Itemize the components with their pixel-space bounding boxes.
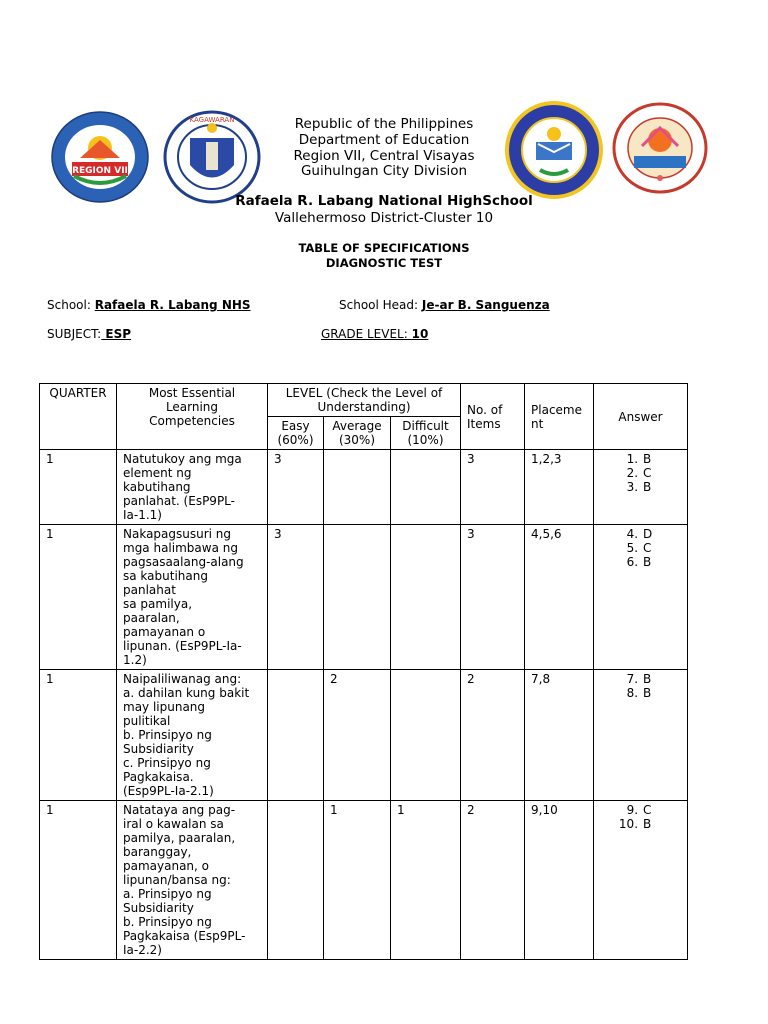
answer-number: 8. — [626, 686, 639, 700]
competency-line: sa kabutihang — [123, 569, 208, 583]
answer-letter: D — [643, 527, 653, 541]
document-title: TABLE OF SPECIFICATIONS — [298, 241, 470, 255]
average-cell — [324, 450, 391, 525]
table-row — [40, 525, 688, 670]
competency-line: Ia-2.2) — [123, 943, 162, 957]
items-cell: 3 — [461, 525, 525, 670]
header-department: Department of Education — [298, 132, 470, 148]
competency-cell — [117, 801, 268, 960]
placement-cell: 7,8 — [525, 670, 594, 801]
competency-line: may lipunang — [123, 700, 206, 714]
header-no-of-items: No. of Items — [461, 384, 525, 450]
grade-label: GRADE LEVEL: — [321, 327, 412, 341]
competency-line: Ia-1.1) — [123, 508, 162, 522]
answer-cell — [594, 670, 688, 801]
header-average: Average (30%) — [324, 417, 391, 450]
competency-cell — [117, 525, 268, 670]
competency-line: Subsidiarity — [123, 742, 194, 756]
competency-line: pamayanan o — [123, 625, 206, 639]
competency-line: kabutihang — [123, 480, 191, 494]
table-row — [40, 670, 688, 801]
answer-list — [618, 527, 681, 569]
answer-item — [618, 803, 681, 817]
competency-line: Pagkakaisa (Esp9PL- — [123, 929, 246, 943]
competency-line: Subsidiarity — [123, 901, 194, 915]
header-region: Region VII, Central Visayas — [293, 148, 475, 164]
items-cell: 2 — [461, 801, 525, 960]
header-division: Guihulngan City Division — [300, 163, 468, 179]
answer-number: 9. — [626, 803, 639, 817]
difficult-cell — [391, 525, 461, 670]
school-head-value: Je-ar B. Sanguenza — [421, 298, 550, 312]
answer-letter: B — [643, 817, 652, 831]
quarter-cell: 1 — [40, 525, 117, 670]
placement-cell: 9,10 — [525, 801, 594, 960]
placement-cell: 4,5,6 — [525, 525, 594, 670]
answer-letter: B — [643, 686, 652, 700]
grade-value: 10 — [411, 327, 429, 341]
placement-cell: 1,2,3 — [525, 450, 594, 525]
competency-line: b. Prinsipyo ng — [123, 915, 212, 929]
answer-number: 6. — [626, 555, 639, 569]
answer-number: 10. — [618, 817, 639, 831]
svg-text:KAGAWARAN: KAGAWARAN — [189, 116, 235, 124]
answer-item — [618, 541, 681, 555]
competency-line: c. Prinsipyo ng — [123, 756, 211, 770]
answer-cell — [594, 525, 688, 670]
school-head-info — [339, 298, 550, 313]
easy-cell: 3 — [268, 525, 324, 670]
answer-letter: C — [643, 803, 652, 817]
header-level: LEVEL (Check the Level of Understanding) — [268, 384, 461, 417]
answer-item — [618, 452, 681, 466]
answer-letter: B — [643, 480, 652, 494]
easy-cell — [268, 670, 324, 801]
header-competencies: Most Essential Learning Competencies — [117, 384, 268, 450]
answer-letter: B — [643, 672, 652, 686]
answer-number: 1. — [626, 452, 639, 466]
answer-item — [618, 555, 681, 569]
competency-line: pulitikal — [123, 714, 171, 728]
competency-line: a. Prinsipyo ng — [123, 887, 212, 901]
competency-line: Naipaliliwanag ang: — [123, 672, 242, 686]
competency-line: panlahat. (EsP9PL- — [123, 494, 235, 508]
header-republic: Republic of the Philippines — [294, 116, 474, 132]
answer-number: 4. — [626, 527, 639, 541]
header-placement: Placement — [525, 384, 594, 450]
items-cell: 2 — [461, 670, 525, 801]
competency-line: sa pamilya, — [123, 597, 193, 611]
subject-info — [47, 327, 131, 342]
svg-text:REGION VII: REGION VII — [72, 166, 128, 176]
competency-line: Natataya ang pag- — [123, 803, 236, 817]
average-cell: 2 — [324, 670, 391, 801]
easy-cell: 3 — [268, 450, 324, 525]
competency-line: iral o kawalan sa — [123, 817, 224, 831]
school-head-label: School Head: — [339, 298, 422, 312]
average-cell — [324, 525, 391, 670]
header-quarter: QUARTER — [40, 384, 117, 450]
header-answer: Answer — [594, 384, 688, 450]
competency-cell — [117, 450, 268, 525]
competency-line: a. dahilan kung bakit — [123, 686, 250, 700]
subject-label: SUBJECT: — [47, 327, 102, 341]
school-info — [47, 298, 251, 313]
header-school-name: Rafaela R. Labang National HighSchool — [235, 193, 533, 209]
competency-line: panlahat — [123, 583, 176, 597]
quarter-cell: 1 — [40, 801, 117, 960]
difficult-cell — [391, 670, 461, 801]
header-district: Vallehermoso District-Cluster 10 — [274, 210, 494, 226]
table-body — [40, 450, 688, 960]
answer-cell — [594, 450, 688, 525]
subject-value: ESP — [101, 327, 131, 341]
school-value: Rafaela R. Labang NHS — [94, 298, 251, 312]
competency-line: lipunan/bansa ng: — [123, 873, 231, 887]
competency-line: pamayanan, o — [123, 859, 210, 873]
answer-letter: C — [643, 541, 652, 555]
competency-line: mga halimbawa ng — [123, 541, 238, 555]
document-subtitle: DIAGNOSTIC TEST — [325, 256, 443, 270]
competency-line: (Esp9PL-Ia-2.1) — [123, 784, 214, 798]
competency-line: b. Prinsipyo ng — [123, 728, 212, 742]
header-easy: Easy (60%) — [268, 417, 324, 450]
answer-cell — [594, 801, 688, 960]
header-difficult: Difficult (10%) — [391, 417, 461, 450]
answer-list — [618, 452, 681, 494]
answer-number: 2. — [626, 466, 639, 480]
answer-list — [618, 672, 681, 700]
competency-line: Natutukoy ang mga — [123, 452, 242, 466]
answer-number: 5. — [626, 541, 639, 555]
easy-cell — [268, 801, 324, 960]
competency-line: Nakapagsusuri ng — [123, 527, 232, 541]
answer-item — [618, 817, 681, 831]
competency-line: 1.2) — [123, 653, 147, 667]
items-cell: 3 — [461, 450, 525, 525]
quarter-cell: 1 — [40, 670, 117, 801]
grade-level-info — [321, 327, 428, 342]
answer-number: 3. — [626, 480, 639, 494]
answer-letter: B — [643, 452, 652, 466]
competency-cell — [117, 670, 268, 801]
answer-item — [618, 527, 681, 541]
answer-item — [618, 672, 681, 686]
average-cell: 1 — [324, 801, 391, 960]
table-row — [40, 801, 688, 960]
competency-line: lipunan. (EsP9PL-Ia- — [123, 639, 242, 653]
specifications-table — [39, 383, 688, 960]
competency-line: baranggay, — [123, 845, 192, 859]
quarter-cell: 1 — [40, 450, 117, 525]
answer-letter: C — [643, 466, 652, 480]
answer-number: 7. — [626, 672, 639, 686]
school-label: School: — [47, 298, 95, 312]
difficult-cell — [391, 450, 461, 525]
table-row — [40, 450, 688, 525]
competency-line: Pagkakaisa. — [123, 770, 194, 784]
competency-line: pamilya, paaralan, — [123, 831, 236, 845]
competency-line: paaralan, — [123, 611, 180, 625]
difficult-cell: 1 — [391, 801, 461, 960]
answer-list — [618, 803, 681, 831]
competency-line: element ng — [123, 466, 192, 480]
answer-letter: B — [643, 555, 652, 569]
answer-item — [618, 480, 681, 494]
competency-line: pagsasaalang-alang — [123, 555, 244, 569]
answer-item — [618, 466, 681, 480]
answer-item — [618, 686, 681, 700]
